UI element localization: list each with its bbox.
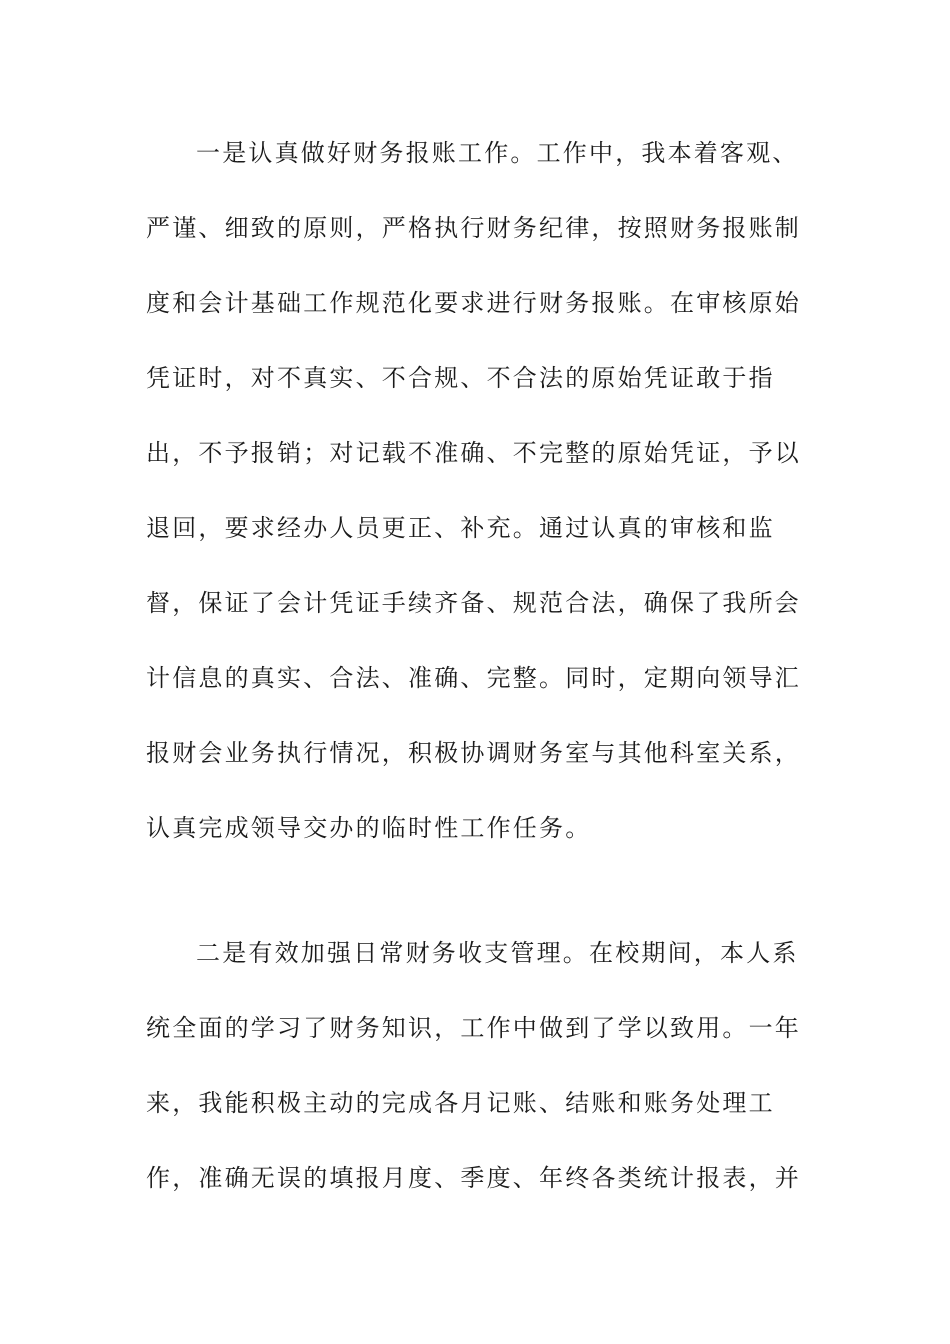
paragraph-line: 统全面的学习了财务知识，工作中做到了学以致用。一年	[146, 1014, 801, 1042]
paragraph-line: 出，不予报销；对记载不准确、不完整的原始凭证，予以	[146, 439, 801, 467]
paragraph-line: 督，保证了会计凭证手续齐备、规范合法，确保了我所会	[146, 589, 801, 617]
paragraph-line: 凭证时，对不真实、不合规、不合法的原始凭证敢于指	[146, 364, 775, 392]
paragraph-daily-finance-management	[146, 931, 806, 1231]
paragraph-line: 作，准确无误的填报月度、季度、年终各类统计报表，并	[146, 1164, 801, 1192]
paragraph-line: 二是有效加强日常财务收支管理。在校期间，本人系	[196, 939, 799, 967]
paragraph-line: 计信息的真实、合法、准确、完整。同时，定期向领导汇	[146, 664, 801, 692]
paragraph-line: 严谨、细致的原则，严格执行财务纪律，按照财务报账制	[146, 214, 801, 242]
paragraph-line: 认真完成领导交办的临时性工作任务。	[146, 814, 592, 842]
paragraph-line: 退回，要求经办人员更正、补充。通过认真的审核和监	[146, 514, 775, 542]
paragraph-line: 一是认真做好财务报账工作。工作中，我本着客观、	[196, 139, 799, 167]
paragraph-line: 报财会业务执行情况，积极协调财务室与其他科室关系，	[146, 739, 801, 767]
paragraph-line: 度和会计基础工作规范化要求进行财务报账。在审核原始	[146, 289, 801, 317]
paragraph-financial-reimbursement	[146, 131, 806, 881]
paragraph-line: 来，我能积极主动的完成各月记账、结账和账务处理工	[146, 1089, 775, 1117]
